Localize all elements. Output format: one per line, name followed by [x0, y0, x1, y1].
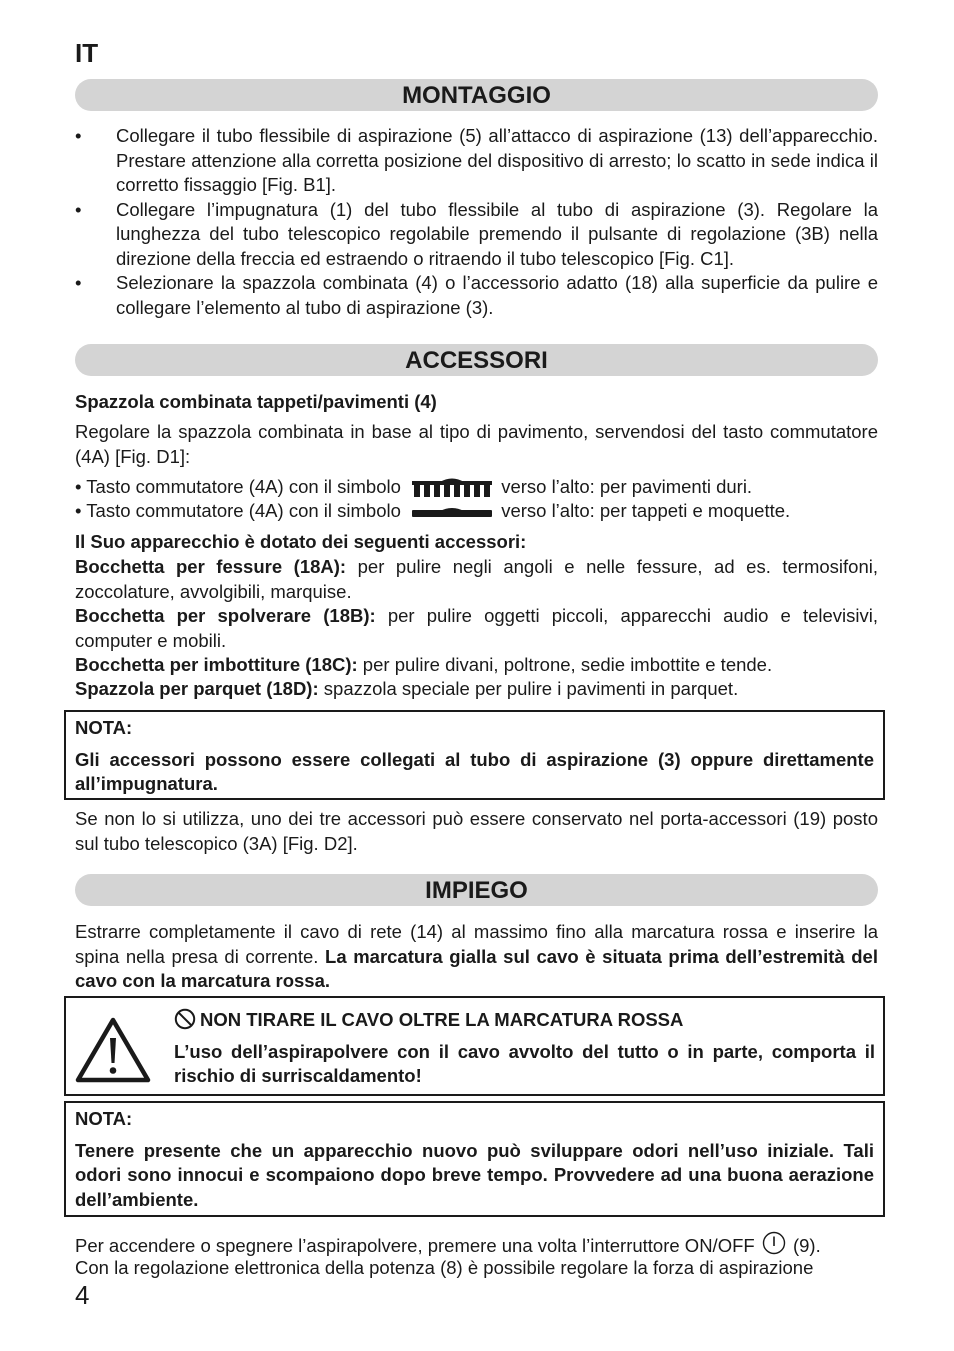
accessory-text: spazzola speciale per pulire i pavimenti in parquet.: [318, 678, 739, 699]
warning-heading-text: NON TIRARE IL CAVO OLTRE LA MARCATURA ROSSA: [200, 1009, 684, 1030]
accessory-label: Bocchetta per spolverare (18B):: [75, 605, 376, 626]
list-item-text: Collegare il tubo flessibile di aspirazione (5) all’attacco di aspirazione (13) dell’apparecchio. Prestare attenzione alla corretta posizione del dispositivo di arresto; lo scatto in sede indica il corretto fissaggio [Fig. B1].: [116, 125, 878, 195]
warning-content: [174, 1008, 875, 1089]
section-title-impiego: IMPIEGO: [75, 874, 878, 906]
warning-heading: [174, 1008, 875, 1033]
note-box-odors: [64, 1101, 885, 1217]
power-button-icon: [762, 1231, 786, 1255]
prohibition-icon: [174, 1008, 196, 1030]
brush-flat-icon: [412, 505, 492, 519]
accessory-text: per pulire divani, poltrone, sedie imbottite e tende.: [357, 654, 773, 675]
note-label: NOTA:: [75, 717, 133, 738]
warning-text: L’uso dell’aspirapolvere con il cavo avvolto del tutto o in parte, comporta il rischio di surriscaldamento!: [174, 1040, 875, 1086]
switch-line-prefix: • Tasto commutatore (4A) con il simbolo: [75, 476, 401, 497]
page-number: 4: [75, 1280, 90, 1310]
bullet-marker: •: [75, 125, 82, 146]
impiego-intro-text: Estrarre completamente il cavo di rete (14) al massimo fino alla marcatura rossa e inserire la spina nella presa di corrente.: [75, 921, 878, 967]
list-item-text: Collegare l’impugnatura (1) del tubo flessibile al tubo di aspirazione (3). Regolare la lunghezza del tubo telescopico regolabile premendo il pulsante di regolazione (3B) nella direzione della freccia ed estraendo o ritraendo il tubo telescopico [Fig. C1].: [116, 198, 878, 269]
impiego-intro-bold: La marcatura gialla sul cavo è situata prima dell’estremità del cavo con la marcatura rossa.: [75, 945, 878, 991]
storage-paragraph: Se non lo si utilizza, uno dei tre accessori può essere conservato nel porta-accessori (19) posto sul tubo telescopico (3A) [Fig. D2].: [75, 808, 878, 854]
note-text: Tenere presente che un apparecchio nuovo può sviluppare odori nell’uso iniziale. Tali odori sono innocui e scompaiono dopo breve tempo. Provvedere ad una buona aerazione dell’ambiente.: [75, 1139, 874, 1210]
montaggio-bullet-list: [75, 124, 878, 320]
accessory-item-18d: [75, 677, 878, 702]
onoff-ref: (9).: [787, 1235, 821, 1256]
language-code: IT: [75, 38, 99, 68]
accessory-label: Bocchetta per fessure (18A):: [75, 556, 347, 577]
note-text: Gli accessori possono essere collegati al tubo di aspirazione (3) oppure direttamente all’impugnatura.: [75, 748, 874, 794]
accessori-intro: Regolare la spazzola combinata in base al tipo di pavimento, servendosi del tasto commutatore (4A) [Fig. D1]:: [75, 421, 878, 467]
onoff-text: Per accendere o spegnere l’aspirapolvere, premere una volta l’interruttore ON/OFF: [75, 1235, 755, 1256]
note-label: NOTA:: [75, 1108, 133, 1129]
power-paragraph: Con la regolazione elettronica della potenza (8) è possibile regolare la forza di aspirazione: [75, 1257, 814, 1278]
bullet-marker: •: [75, 272, 82, 293]
switch-line-hard-floor: [75, 475, 878, 500]
accessory-item-18b: [75, 604, 878, 653]
accessory-label: Bocchetta per imbottiture (18C):: [75, 654, 358, 675]
bullet-marker: •: [75, 198, 82, 220]
accessory-item-18c: [75, 653, 878, 678]
impiego-intro: [75, 920, 878, 994]
onoff-paragraph: [75, 1231, 878, 1259]
accessory-label: Spazzola per parquet (18D):: [75, 678, 319, 699]
warning-triangle-icon: [75, 1016, 151, 1084]
list-item-text: Selezionare la spazzola combinata (4) o l’accessorio adatto (18) alla superficie da pulire e collegare l’elemento al tubo di aspirazione (3).: [116, 272, 878, 318]
section-title-accessori: ACCESSORI: [75, 344, 878, 376]
list-item: [75, 198, 878, 272]
accessory-text: per pulire negli angoli e nelle fessure, ad es. termosifoni, zoccolature, avvolgibili, marquise.: [75, 556, 878, 602]
switch-line-suffix: verso l’alto: per pavimenti duri.: [501, 476, 753, 497]
brush-bristles-icon: [412, 477, 492, 499]
section-title-montaggio: MONTAGGIO: [75, 79, 878, 111]
warning-box: [64, 996, 885, 1096]
note-box-accessories: [64, 710, 885, 800]
accessori-subtitle: Spazzola combinata tappeti/pavimenti (4): [75, 391, 437, 412]
accessory-text: per pulire oggetti piccoli, apparecchi audio e televisivi, computer e mobili.: [75, 605, 878, 651]
switch-line-prefix: • Tasto commutatore (4A) con il simbolo: [75, 500, 401, 521]
accessories-heading: Il Suo apparecchio è dotato dei seguenti accessori:: [75, 531, 527, 552]
switch-line-suffix: verso l’alto: per tappeti e moquette.: [501, 500, 791, 521]
list-item: [75, 271, 878, 320]
accessory-item-18a: [75, 555, 878, 604]
list-item: [75, 124, 878, 198]
switch-line-carpet: [75, 499, 878, 524]
